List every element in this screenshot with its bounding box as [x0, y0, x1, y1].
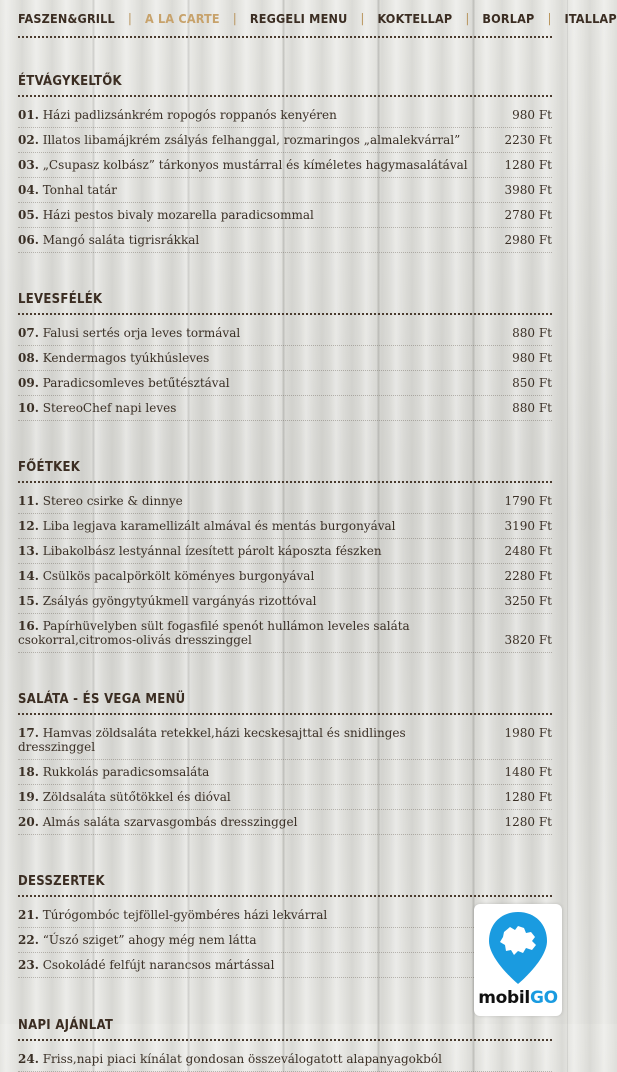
menu-item	[18, 539, 552, 564]
nav-separator: |	[127, 11, 132, 25]
menu-item	[18, 203, 552, 228]
menu-item	[18, 396, 552, 421]
item-number: 15.	[18, 594, 39, 608]
item-name: Liba legjava karamellizált almával és mentás burgonyával	[42, 519, 396, 533]
nav-faszen-grill[interactable]: FASZEN&GRILL	[18, 10, 115, 26]
section-title: DESSZERTEK	[18, 874, 552, 897]
item-name: Mangó saláta tigrisrákkal	[42, 233, 200, 247]
item-name: Libakolbász lestyánnal ízesített párolt káposzta fészken	[42, 544, 382, 558]
menu-item	[18, 903, 552, 928]
item-name: Hamvas zöldsaláta retekkel,házi kecskesajttal és snidlinges dresszinggel	[18, 726, 406, 754]
section-title: LEVESFÉLÉK	[18, 292, 552, 315]
nav-reggeli-menu[interactable]: REGGELI MENU	[249, 10, 348, 26]
menu-item	[18, 928, 552, 953]
item-number: 11.	[18, 494, 39, 508]
item-price: 1790 Ft	[504, 494, 552, 508]
item-name: „Csupasz kolbász” tárkonyos mustárral és kíméletes hagymasalátával	[42, 158, 468, 172]
item-number: 05.	[18, 208, 39, 222]
menu-item	[18, 953, 552, 978]
item-number: 02.	[18, 133, 39, 147]
item-number: 13.	[18, 544, 39, 558]
nav-a-la-carte[interactable]: A LA CARTE	[144, 10, 220, 26]
item-number: 22.	[18, 933, 39, 947]
item-price: 1280 Ft	[504, 158, 552, 172]
menu-item	[18, 153, 552, 178]
menu-content	[18, 38, 552, 1072]
top-navigation	[18, 0, 617, 38]
menu-item	[18, 321, 552, 346]
section-title: FŐÉTKEK	[18, 460, 552, 483]
item-price: 2780 Ft	[504, 208, 552, 222]
item-price: 850 Ft	[512, 376, 552, 390]
section-etvagykeltok	[18, 74, 552, 253]
item-name: Falusi sertés orja leves tormával	[42, 326, 241, 340]
item-name: StereoChef napi leves	[42, 401, 177, 415]
item-price: 2280 Ft	[504, 569, 552, 583]
item-price: 1280 Ft	[504, 790, 552, 804]
menu-item	[18, 1047, 552, 1072]
nav-koktellap[interactable]: KOKTELLAP	[377, 10, 453, 26]
item-number: 09.	[18, 376, 39, 390]
item-price: 3980 Ft	[504, 183, 552, 197]
menu-item	[18, 810, 552, 835]
nav-itallap[interactable]: ITALLAP	[564, 10, 617, 26]
item-number: 21.	[18, 908, 39, 922]
item-name: Csokoládé felfújt narancsos mártással	[42, 958, 275, 972]
menu-item	[18, 614, 552, 653]
item-name: Kendermagos tyúkhúsleves	[42, 351, 210, 365]
item-name: Zsályás gyöngytyúkmell vargányás rizottóval	[42, 594, 317, 608]
item-name: Illatos libamájkrém zsályás felhanggal, rozmaringos „almalekvárral”	[42, 133, 461, 147]
item-price: 980 Ft	[512, 351, 552, 365]
item-number: 04.	[18, 183, 39, 197]
item-name: “Úszó sziget” ahogy még nem látta	[42, 933, 257, 947]
item-name: Paradicsomleves betűtésztával	[42, 376, 230, 390]
nav-separator: |	[465, 11, 470, 25]
item-price: 1480 Ft	[504, 765, 552, 779]
menu-item	[18, 721, 552, 760]
mobilgo-logo-text: mobilGO	[478, 988, 558, 1008]
item-number: 24.	[18, 1052, 39, 1066]
item-number: 19.	[18, 790, 39, 804]
section-napi-ajanlat	[18, 1018, 552, 1072]
section-foetkek	[18, 460, 552, 653]
nav-borlap[interactable]: BORLAP	[482, 10, 535, 26]
item-number: 08.	[18, 351, 39, 365]
item-name: Zöldsaláta sütőtökkel és dióval	[42, 790, 231, 804]
menu-item	[18, 564, 552, 589]
item-name: Házi pestos bivaly mozarella paradicsommal	[42, 208, 314, 222]
item-price: 1980 Ft	[504, 726, 552, 740]
nav-separator: |	[360, 11, 365, 25]
menu-item	[18, 760, 552, 785]
item-number: 12.	[18, 519, 39, 533]
item-name: Papírhüvelyben sült fogasfilé spenót hullámon leveles saláta csokorral,citromos-olivás dresszinggel	[18, 619, 410, 647]
item-name: Friss,napi piaci kínálat gondosan összeválogatott alapanyagokból	[42, 1052, 442, 1066]
item-number: 07.	[18, 326, 39, 340]
item-price: 980 Ft	[512, 108, 552, 122]
item-name: Rukkolás paradicsomsaláta	[42, 765, 210, 779]
item-number: 18.	[18, 765, 39, 779]
item-price: 2980 Ft	[504, 233, 552, 247]
menu-item	[18, 103, 552, 128]
item-number: 10.	[18, 401, 39, 415]
item-price: 880 Ft	[512, 401, 552, 415]
menu-item	[18, 514, 552, 539]
item-price: 3250 Ft	[504, 594, 552, 608]
menu-item	[18, 785, 552, 810]
item-price: 3820 Ft	[504, 633, 552, 647]
item-name: Stereo csirke & dinnye	[42, 494, 183, 508]
nav-separator: |	[547, 11, 552, 25]
menu-item	[18, 228, 552, 253]
section-desszertek	[18, 874, 552, 978]
item-name: Házi padlizsánkrém ropogós roppanós kenyéren	[42, 108, 337, 122]
menu-item	[18, 589, 552, 614]
section-salata-vega	[18, 692, 552, 835]
section-title: ÉTVÁGYKELTŐK	[18, 74, 552, 97]
item-price: 2230 Ft	[504, 133, 552, 147]
item-number: 06.	[18, 233, 39, 247]
item-number: 20.	[18, 815, 39, 829]
section-title: NAPI AJÁNLAT	[18, 1018, 552, 1041]
item-name: Csülkös pacalpörkölt köményes burgonyával	[42, 569, 315, 583]
item-name: Túrógombóc tejföllel-gyömbéres házi lekvárral	[42, 908, 328, 922]
nav-separator: |	[232, 11, 237, 25]
item-number: 14.	[18, 569, 39, 583]
item-name: Almás saláta szarvasgombás dresszinggel	[42, 815, 298, 829]
item-name: Tonhal tatár	[42, 183, 117, 197]
item-price: 3190 Ft	[504, 519, 552, 533]
item-price: 1280 Ft	[504, 815, 552, 829]
menu-item	[18, 346, 552, 371]
item-price: 880 Ft	[512, 326, 552, 340]
item-number: 17.	[18, 726, 39, 740]
section-title: SALÁTA - ÉS VEGA MENÜ	[18, 692, 552, 715]
item-number: 23.	[18, 958, 39, 972]
mobilgo-badge[interactable]	[474, 904, 562, 1016]
menu-item	[18, 128, 552, 153]
map-pin-europe-icon	[486, 910, 550, 986]
item-number: 01.	[18, 108, 39, 122]
section-levesfelek	[18, 292, 552, 421]
menu-item	[18, 178, 552, 203]
menu-item	[18, 489, 552, 514]
menu-item	[18, 371, 552, 396]
item-number: 03.	[18, 158, 39, 172]
item-number: 16.	[18, 619, 39, 633]
item-price: 2480 Ft	[504, 544, 552, 558]
